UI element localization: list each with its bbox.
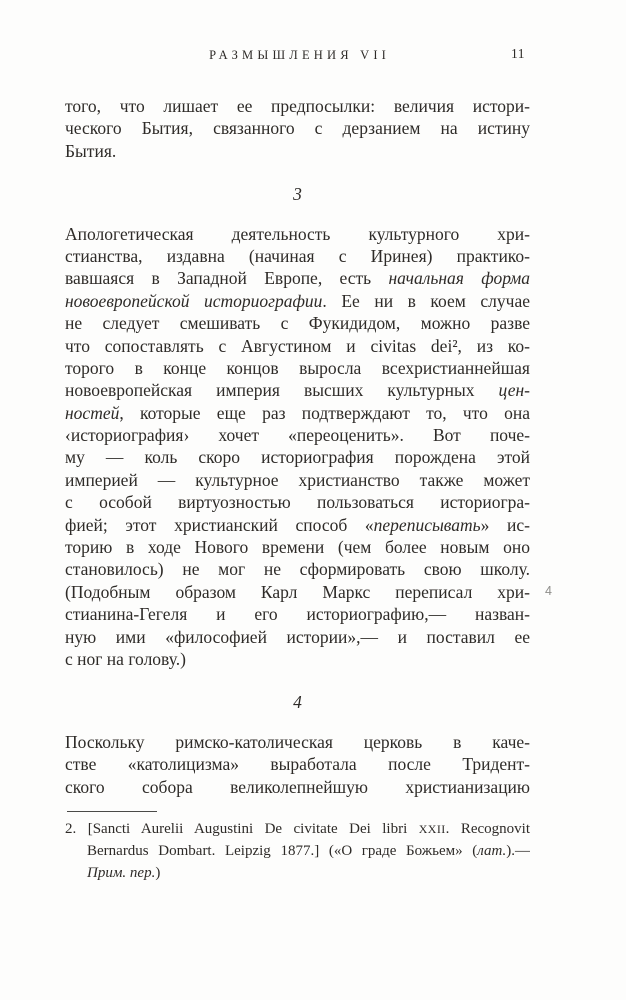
text-line: стианства, издавна (начиная с Иринея) практико- xyxy=(65,245,530,266)
running-title: РАЗМЫШЛЕНИЯ VII xyxy=(209,48,391,62)
section-number: 3 xyxy=(293,184,302,205)
italic-text: Прим. пер. xyxy=(87,864,156,881)
page-number: 11 xyxy=(511,46,525,61)
text-line: ского собора великолепнейшую христианизацию xyxy=(65,776,530,797)
text-line: му — коль скоро историография порождена этой xyxy=(65,447,530,468)
text-line: вавшаяся в Западной Европе, есть начальная форма xyxy=(65,268,530,289)
text-line: фией; этот христианский способ «переписывать» ис- xyxy=(65,514,530,535)
running-head xyxy=(65,48,530,65)
text-line: того, что лишает ее предпосылки: величия истори- xyxy=(65,96,530,116)
text-line: новоевропейской историографии. Ее ни в коем случае xyxy=(65,290,530,311)
text-line: ‹историография› хочет «переоценить». Вот поче- xyxy=(65,425,530,446)
text-line: 2. [Sancti Aurelii Augustini De civitate Dei libri XXII. Recognovit xyxy=(65,820,530,837)
text-line: стианина-Гегеля и его историографию,— назван- xyxy=(65,604,530,625)
text-line: стве «католицизма» выработала после Тридент- xyxy=(65,754,530,775)
text-line: Bernardus Dombart. Leipzig 1877.] («О граде Божьем» (лат.).— xyxy=(87,842,530,859)
italic-text: лат. xyxy=(477,842,507,859)
page-content xyxy=(65,95,530,798)
paragraph-section-3 xyxy=(65,223,530,671)
text-line: новоевропейская империя высших культурных цен- xyxy=(65,380,530,401)
italic-text: начальная форма xyxy=(388,268,530,289)
footnote-separator xyxy=(67,811,157,812)
italic-text: переписывать xyxy=(373,514,481,535)
text-line: Бытия. xyxy=(65,140,117,161)
margin-page-marker: 4 xyxy=(545,584,552,598)
italic-text: новоевропейской историографии xyxy=(65,290,323,311)
text-column xyxy=(65,0,530,884)
text-line: с особой виртуозностью пользоваться историогра- xyxy=(65,492,530,513)
italic-text: цен- xyxy=(498,380,530,401)
text-line: Прим. пер.) xyxy=(87,864,161,881)
text-line: Поскольку римско-католическая церковь в каче- xyxy=(65,731,530,752)
paragraph-intro xyxy=(65,95,530,162)
text-line: торию в ходе Нового времени (чем более новым оно xyxy=(65,537,530,558)
text-line: империей — культурное христианство также может xyxy=(65,469,530,490)
paragraph-section-4 xyxy=(65,731,530,798)
text-line: что сопоставлять с Августином и civitas dei², из ко- xyxy=(65,335,530,356)
text-line: становилось) не мог не сформировать свою школу. xyxy=(65,559,530,580)
text-line: не следует смешивать с Фукидидом, можно разве xyxy=(65,313,530,334)
smallcaps-text: XXII xyxy=(418,821,446,836)
text-line: Апологетическая деятельность культурного хри- xyxy=(65,223,530,244)
text-line: ную ими «философией истории»,— и поставил ее xyxy=(65,626,530,647)
italic-text: ностей xyxy=(65,402,120,423)
footnote xyxy=(65,819,530,884)
text-line: с ног на голову.) xyxy=(65,648,186,669)
text-line: торого в конце концов выросла всехристианнейшая xyxy=(65,357,530,378)
section-number: 4 xyxy=(293,692,302,713)
text-line: (Подобным образом Карл Маркс переписал хри- xyxy=(65,581,530,602)
text-line: ческого Бытия, связанного с дерзанием на истину xyxy=(65,118,530,139)
text-line: ностей, которые еще раз подтверждают то, что она xyxy=(65,402,530,423)
